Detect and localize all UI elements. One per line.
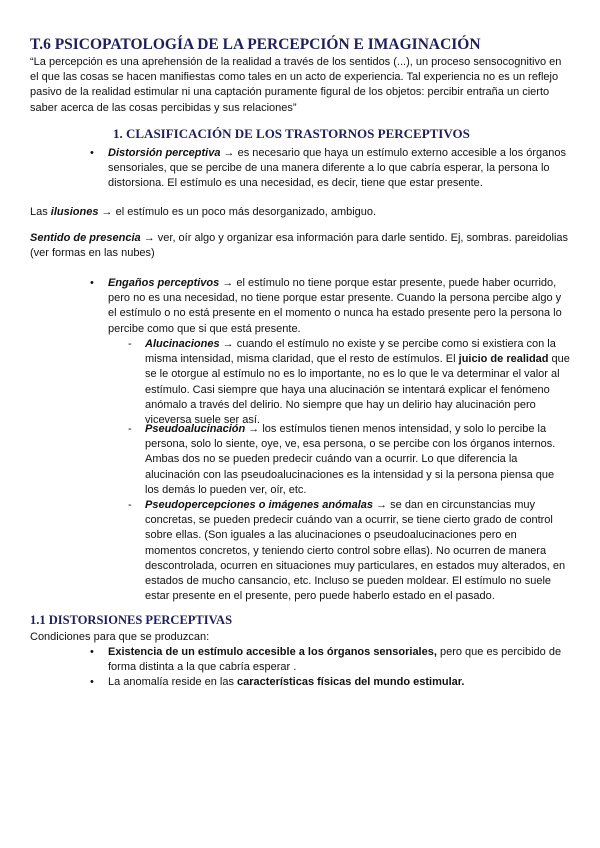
term: Alucinaciones [145,338,220,350]
list-item-distorsion [108,146,570,192]
bold-text: características físicas del mundo estimular. [237,676,465,688]
list-item-condicion-1 [108,645,570,675]
term: ilusiones [50,206,99,218]
text: → se dan en circunstancias muy concretas, se pueden predecir cuándo van a ocurrir, se tiene cierto grado de control sobre ellas. (Son iguales a las alucinaciones o pseudoalucinaciones pero en momentos concretos, y teniendo cierto control sobre ellas). No ocurren de manera descontrolada, ocurren en situaciones muy particulares, en estados muy alterados, en estados de mucho cansancio, etc. Incluso se pueden moldear. El estímulo no suele estar presente en el presente, pero puede haberlo estado en el pasado. [145,499,566,603]
bold-text: Existencia de un estímulo accesible a los órganos sensoriales, [108,646,437,658]
term: Pseudoalucinación [145,423,246,435]
text: → los estímulos tienen menos intensidad, y solo lo percibe la persona, solo lo siente, oye, ve, esa persona, o se percibe con los órganos internos. Ambas dos no se pueden predecir cuándo van a ocurrir. Lo que diferencia la alucinación con las pseudoalucinaciones es la intensidad y si la persona piensa que los demás lo pueden ver, oír, etc. [145,423,556,496]
text: → ver, oír algo y organizar esa información para darle sentido. Ej, sombras. pareidolias (ver formas en las nubes) [30,232,569,260]
sub-item-alucinaciones [145,337,570,428]
section-heading-1-1: 1.1 DISTORSIONES PERCEPTIVAS [30,613,233,627]
section-heading-1: 1. CLASIFICACIÓN DE LOS TRASTORNOS PERCEPTIVOS [113,126,470,141]
text: → el estímulo es un poco más desorganizado, ambiguo. [98,206,377,218]
term: Distorsión perceptiva [108,147,221,159]
sub-item-pseudopercepciones [145,498,570,604]
text: La anomalía reside en las [108,676,238,688]
term: Pseudopercepciones o imágenes anómalas [145,499,374,511]
paragraph-condiciones: Condiciones para que se produzcan: [30,631,210,643]
intro-quote: “La percepción es una aprehensión de la realidad a través de los sentidos (...), un proceso sensocognitivo en el que las cosas se hacen manifiestas como tales en un acto de experiencia. Tal experiencia no es un reflejo pasivo de la realidad estimular ni una captación puramente figural de los objetos: percibir entraña un cierto saber acerca de las cosas percibidas y sus relaciones” [30,56,562,114]
text: Las [30,206,51,218]
text: → es necesario que haya un estímulo externo accesible a los órganos sensoriales, que se percibe de una manera diferente a lo que cabría esperar, la persona lo distorsiona. El estímulo es una necesidad, es decir, tiene que estar presente. [108,147,566,190]
bold-text: juicio de realidad [458,353,549,366]
term: Engaños perceptivos [108,277,220,289]
sub-item-pseudoalucinacion [145,422,570,498]
list-item-condicion-2 [108,675,570,690]
text: pero que es percibido de forma distinta a la que cabría esperar . [108,646,562,674]
text: → cuando el estímulo no existe y se percibe como si existiera con la misma intensidad, misma claridad, que el resto de estímulos. El [145,338,556,366]
paragraph-sentido [30,231,572,261]
text: que se le otorgue al estímulo no es lo importante, no es lo que le va determinar el valor al estímulo. Casi siempre que haya una alucinación se intentará explicar el fenómeno anómalo a través del delirio. No siempre que hay un delirio hay alucinación pero viceversa suele ser así. [145,353,570,427]
list-item-enganos [108,276,570,337]
page-title: T.6 PSICOPATOLOGÍA DE LA PERCEPCIÓN E IMAGINACIÓN [30,36,481,53]
paragraph-ilusiones [30,205,572,220]
term: Sentido de presencia [30,232,141,244]
text: → el estímulo no tiene porque estar presente, puede haber ocurrido, pero no es una necesidad, no tiene porque estar presente. Cuando la persona percibe algo y el estímulo o no está presente en el momento o nunca ha estado presente pero la persona lo percibe como que si que está presente. [108,277,562,335]
